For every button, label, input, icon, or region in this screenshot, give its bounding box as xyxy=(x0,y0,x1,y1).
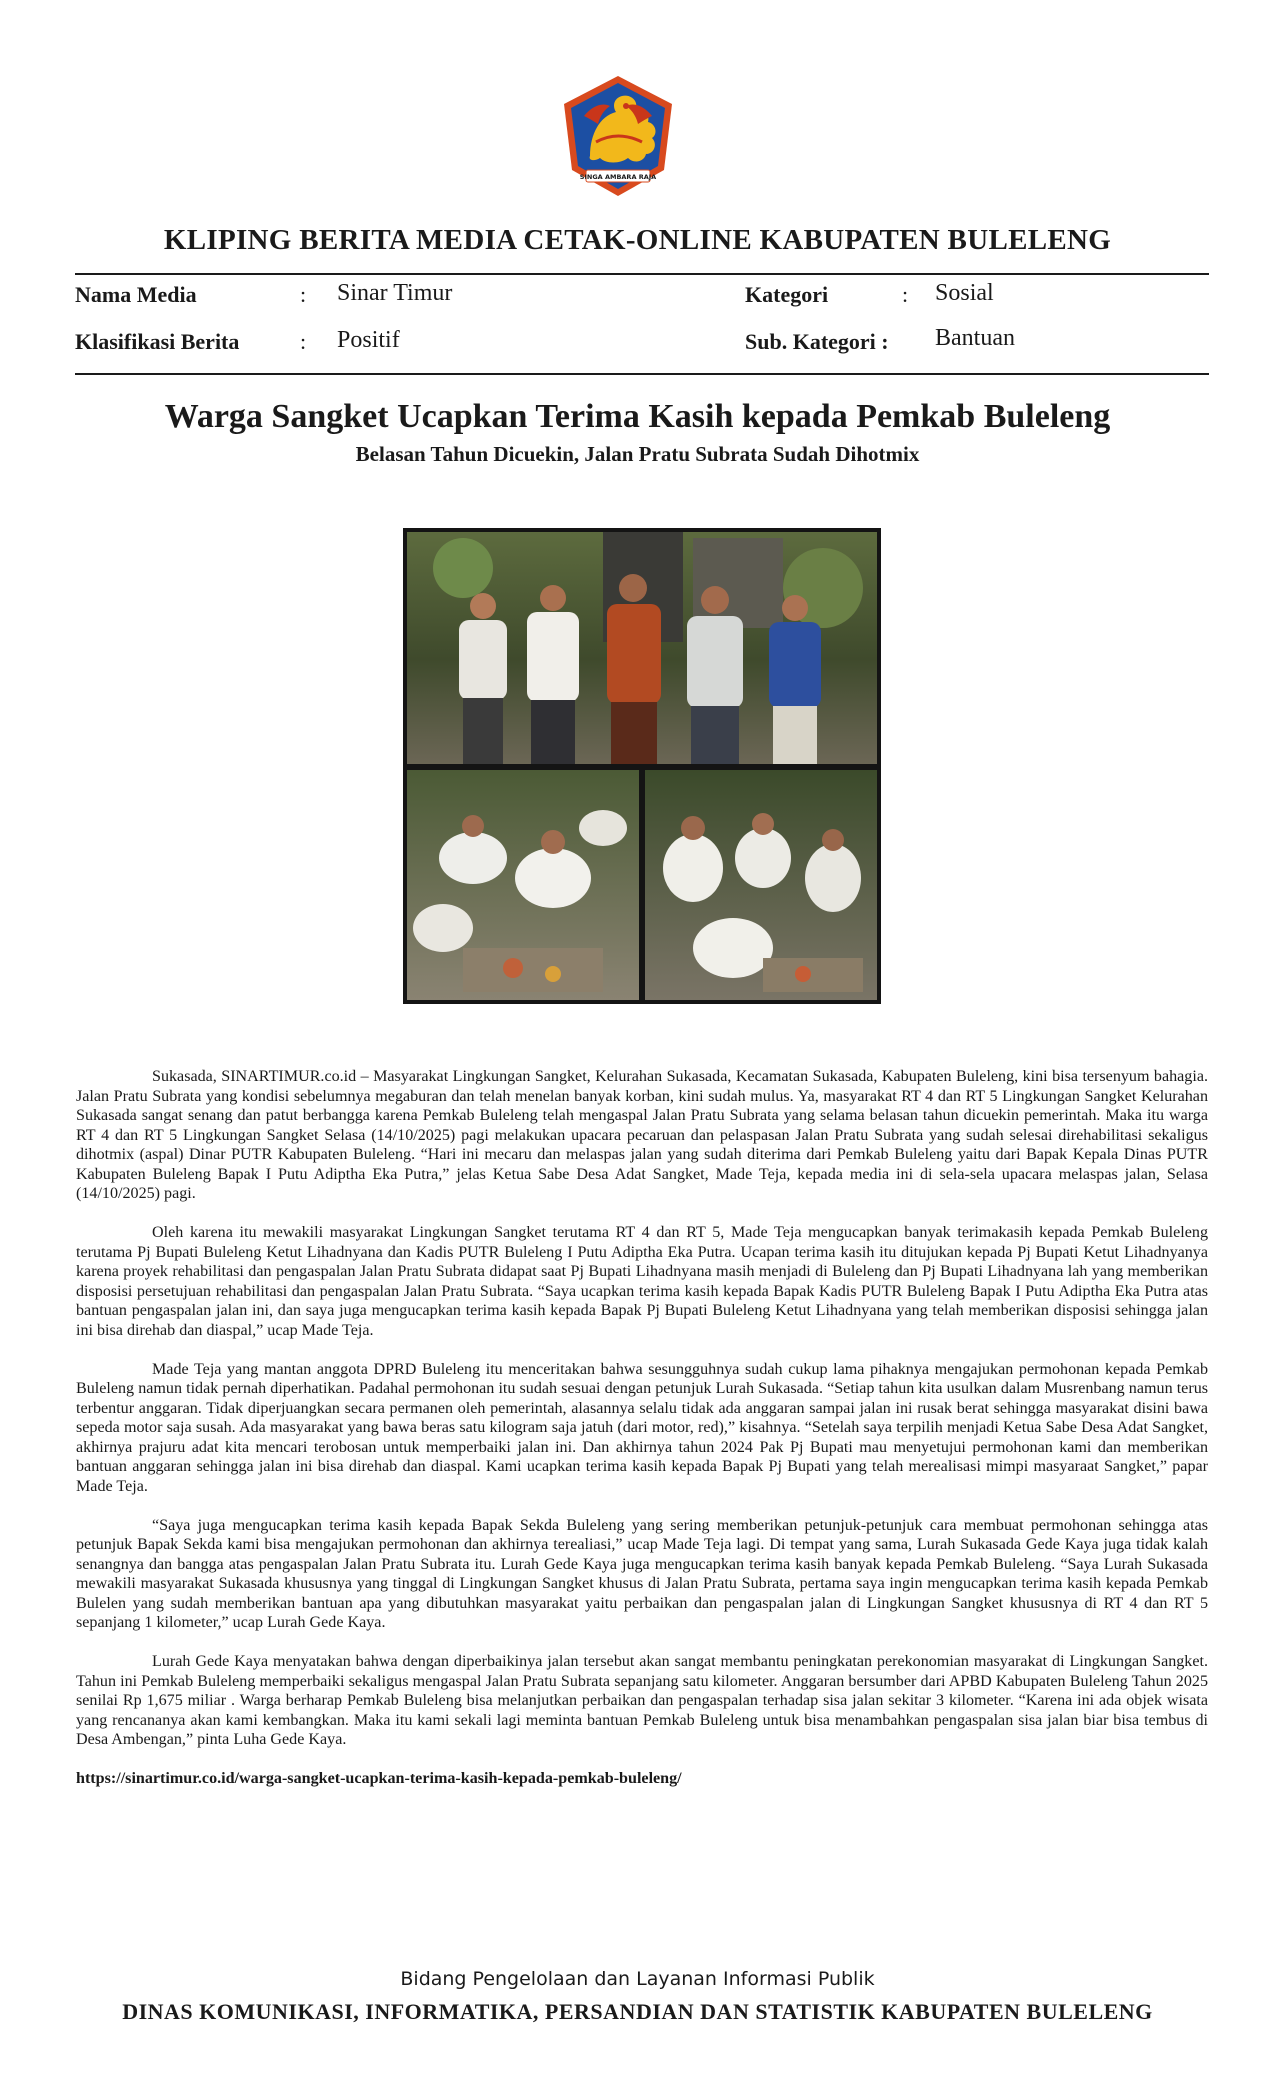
singa-ambara-raja-crest-icon xyxy=(560,72,676,200)
footer-agency: DINAS KOMUNIKASI, INFORMATIKA, PERSANDIAN DAN STATISTIK KABUPATEN BULELENG xyxy=(122,1999,1153,2024)
subcategory-value: Bantuan xyxy=(935,325,1015,351)
article-paragraph: Sukasada, SINARTIMUR.co.id – Masyarakat Lingkungan Sangket, Kelurahan Sukasada, Kecamatan Sukasada, Kabupaten Buleleng, kini bisa tersenyum bahagia. Jalan Pratu Subrata yang kondisi sebelumnya megaburan dan telah menelan banyak korban, kini sudah mulus. Ya, masyarakat RT 4 dan RT 5 Lingkungan Sangket Kelurahan Sukasada sangat senang dan patut berbangga karena Pemkab Buleleng telah mengaspal Jalan Pratu Subrata yang selama belasan tahun dicuekin pemerintah. Maka itu warga RT 4 dan RT 5 Lingkungan Sangket Selasa (14/10/2025) pagi melakukan upacara pecaruan dan pelaspasan Jalan Pratu Subrata yang sudah selesai direhabilitasi sekaligus dihotmix (aspal) Dinar PUTR Kabupaten Buleleng. “Hari ini mecaru dan melaspas jalan yang sudah diterima dari Pemkab Buleleng yaitu dari Bapak Kepala Dinas PUTR Kabupaten Buleleng Bapak I Putu Adiptha Eka Putra,” jelas Ketua Sabe Desa Adat Sangket, Made Teja, kepada media ini di sela-sela upacara melaspas jalan, Selasa (14/10/2025) pagi. xyxy=(76,1068,1208,1202)
classification-label: Klasifikasi Berita xyxy=(75,329,240,354)
crest-motto: SINGA AMBARA RAJA xyxy=(579,173,657,181)
media-value: Sinar Timur xyxy=(337,280,453,306)
category-value: Sosial xyxy=(935,280,994,306)
source-url-link[interactable]: https://sinartimur.co.id/warga-sangket-ucapkan-terima-kasih-kepada-pemkab-buleleng/ xyxy=(76,1770,682,1787)
media-label: Nama Media xyxy=(75,282,197,307)
article-headline: Warga Sangket Ucapkan Terima Kasih kepada Pemkab Buleleng xyxy=(164,398,1111,435)
header-divider-top xyxy=(75,273,1209,275)
article-body xyxy=(76,1067,1208,1808)
article-paragraph: Lurah Gede Kaya menyatakan bahwa dengan diperbaikinya jalan tersebut akan sangat membantu peningkatan perekonomian masyarakat di Lingkungan Sangket. Tahun ini Pemkab Buleleng memperbaiki sekaligus mengaspal Jalan Pratu Subrata sepanjang satu kilometer. Anggaran bersumber dari APBD Kabupaten Buleleng Tahun 2025 senilai Rp 1,675 miliar . Warga berharap Pemkab Buleleng bisa melanjutkan perbaikan dan pengaspalan terhadap sisa jalan sekitar 3 kilometer. “Karena ini ada objek wisata yang rencananya akan kami kembangkan. Maka itu kami sekali lagi meminta bantuan Pemkab Buleleng untuk bisa menambahkan pengaspalan sisa jalan biar bisa tembus di Desa Ambengan,” pinta Luha Gede Kaya. xyxy=(76,1653,1208,1748)
category-separator: : xyxy=(902,282,909,307)
media-separator: : xyxy=(300,282,307,307)
header-divider-bottom xyxy=(75,373,1209,375)
article-paragraph: “Saya juga mengucapkan terima kasih kepada Bapak Sekda Buleleng yang sering memberikan petunjuk-petunjuk cara membuat permohonan sehingga atas petunjuk Bapak Sekda kami bisa mengajukan permohonan dan akhirnya terealiasi,” ucap Made Teja lagi. Di tempat yang sama, Lurah Sukasada Gede Kaya juga tidak kalah senangnya dan bangga atas pengaspalan Jalan Pratu Subrata itu. Lurah Gede Kaya juga mengucapkan terima kasih banyak kepada Pemkab Buleleng. “Saya Lurah Sukasada mewakili masyarakat Sukasada khususnya yang tinggal di Lingkungan Sangket khusus di Jalan Pratu Subrata, pertama saya ingin mengucapkan terima kasih kepada Pemkab Bulelen yang sudah memberikan bantuan apa yang dibutuhkan masyarakat yaitu perbaikan dan pengaspalan jalan di Lingkungan Sangket khususnya di RT 4 dan RT 5 sepanjang 1 kilometer,” ucap Lurah Gede Kaya. xyxy=(76,1516,1208,1631)
article-subheadline: Belasan Tahun Dicuekin, Jalan Pratu Subrata Sudah Dihotmix xyxy=(355,442,920,466)
ceremony-photo-left xyxy=(407,770,639,1000)
category-label: Kategori xyxy=(745,282,829,307)
article-paragraph: Oleh karena itu mewakili masyarakat Lingkungan Sangket terutama RT 4 dan RT 5, Made Teja mengucapkan banyak terimakasih kepada Pemkab Buleleng terutama Pj Bupati Buleleng Ketut Lihadnyana dan Kadis PUTR Buleleng I Putu Adiptha Eka Putra. Ucapan terima kasih itu ditujukan kepada Pj Bupati Ketut Lihadnyanya karena proyek rehabilitasi dan pengaspalan Jalan Pratu Subrata didapat saat Pj Bupati Lihadnyana masih menjadi di Buleleng dan Pj Bupati Lihadnyana lah yang memberikan disposisi persetujuan rehabilitasi dan pengaspalan Jalan Pratu Subrata. “Saya ucapkan terima kasih kepada Bapak Kadis PUTR Buleleng Bapak I Putu Adiptha Eka Putra atas bantuan pengaspalan jalan ini, dan saya juga mengucapkan terima kasih kepada Bapak Pj Bupati Buleleng Ketut Lihadnyana yang telah memberikan disposisi sehingga jalan ini bisa direhab dan diaspal,” ucap Made Teja. xyxy=(76,1224,1208,1339)
footer-department: Bidang Pengelolaan dan Layanan Informasi Publik xyxy=(400,1968,875,1990)
classification-value: Positif xyxy=(337,327,400,353)
ceremony-photo-right xyxy=(645,770,877,1000)
group-photo-top xyxy=(407,532,877,764)
subcategory-label: Sub. Kategori : xyxy=(745,329,889,354)
article-paragraph: Made Teja yang mantan anggota DPRD Buleleng itu menceritakan bahwa sesungguhnya sudah cukup lama pihaknya mengajukan permohonan kepada Pemkab Buleleng namun tidak pernah diperhatikan. Padahal permohonan itu sudah sesuai dengan petunjuk Lurah Sukasada. “Setiap tahun kita usulkan dalam Musrenbang namun terus terbentur anggaran. Tidak diperjuangkan secara permanen oleh pemerintah, alasannya selalu tidak ada anggaran sampai jalan ini rusak berat sehingga masyarakat disini bawa sepeda motor saja susah. Ada masyarakat yang bawa beras satu kilogram saja jatuh (dari motor, red),” kisahnya. “Setelah saya terpilih menjadi Ketua Sabe Desa Adat Sangket, akhirnya prajuru adat kita mencari terobosan untuk memperbaiki jalan ini. Dan akhirnya tahun 2024 Pak Pj Bupati mau menyetujui permohonan kami dan memberikan bantuan anggaran sehingga jalan ini bisa direhab dan diaspal. Kami ucapkan terima kasih kepada Bapak Pj Bupati yang telah merealisasi mimpi masyaraat Sangket,” papar Made Teja. xyxy=(76,1360,1208,1495)
clipping-title: KLIPING BERITA MEDIA CETAK-ONLINE KABUPATEN BULELENG xyxy=(163,224,1112,256)
article-photo-collage xyxy=(403,528,881,1004)
classification-separator: : xyxy=(300,329,307,354)
